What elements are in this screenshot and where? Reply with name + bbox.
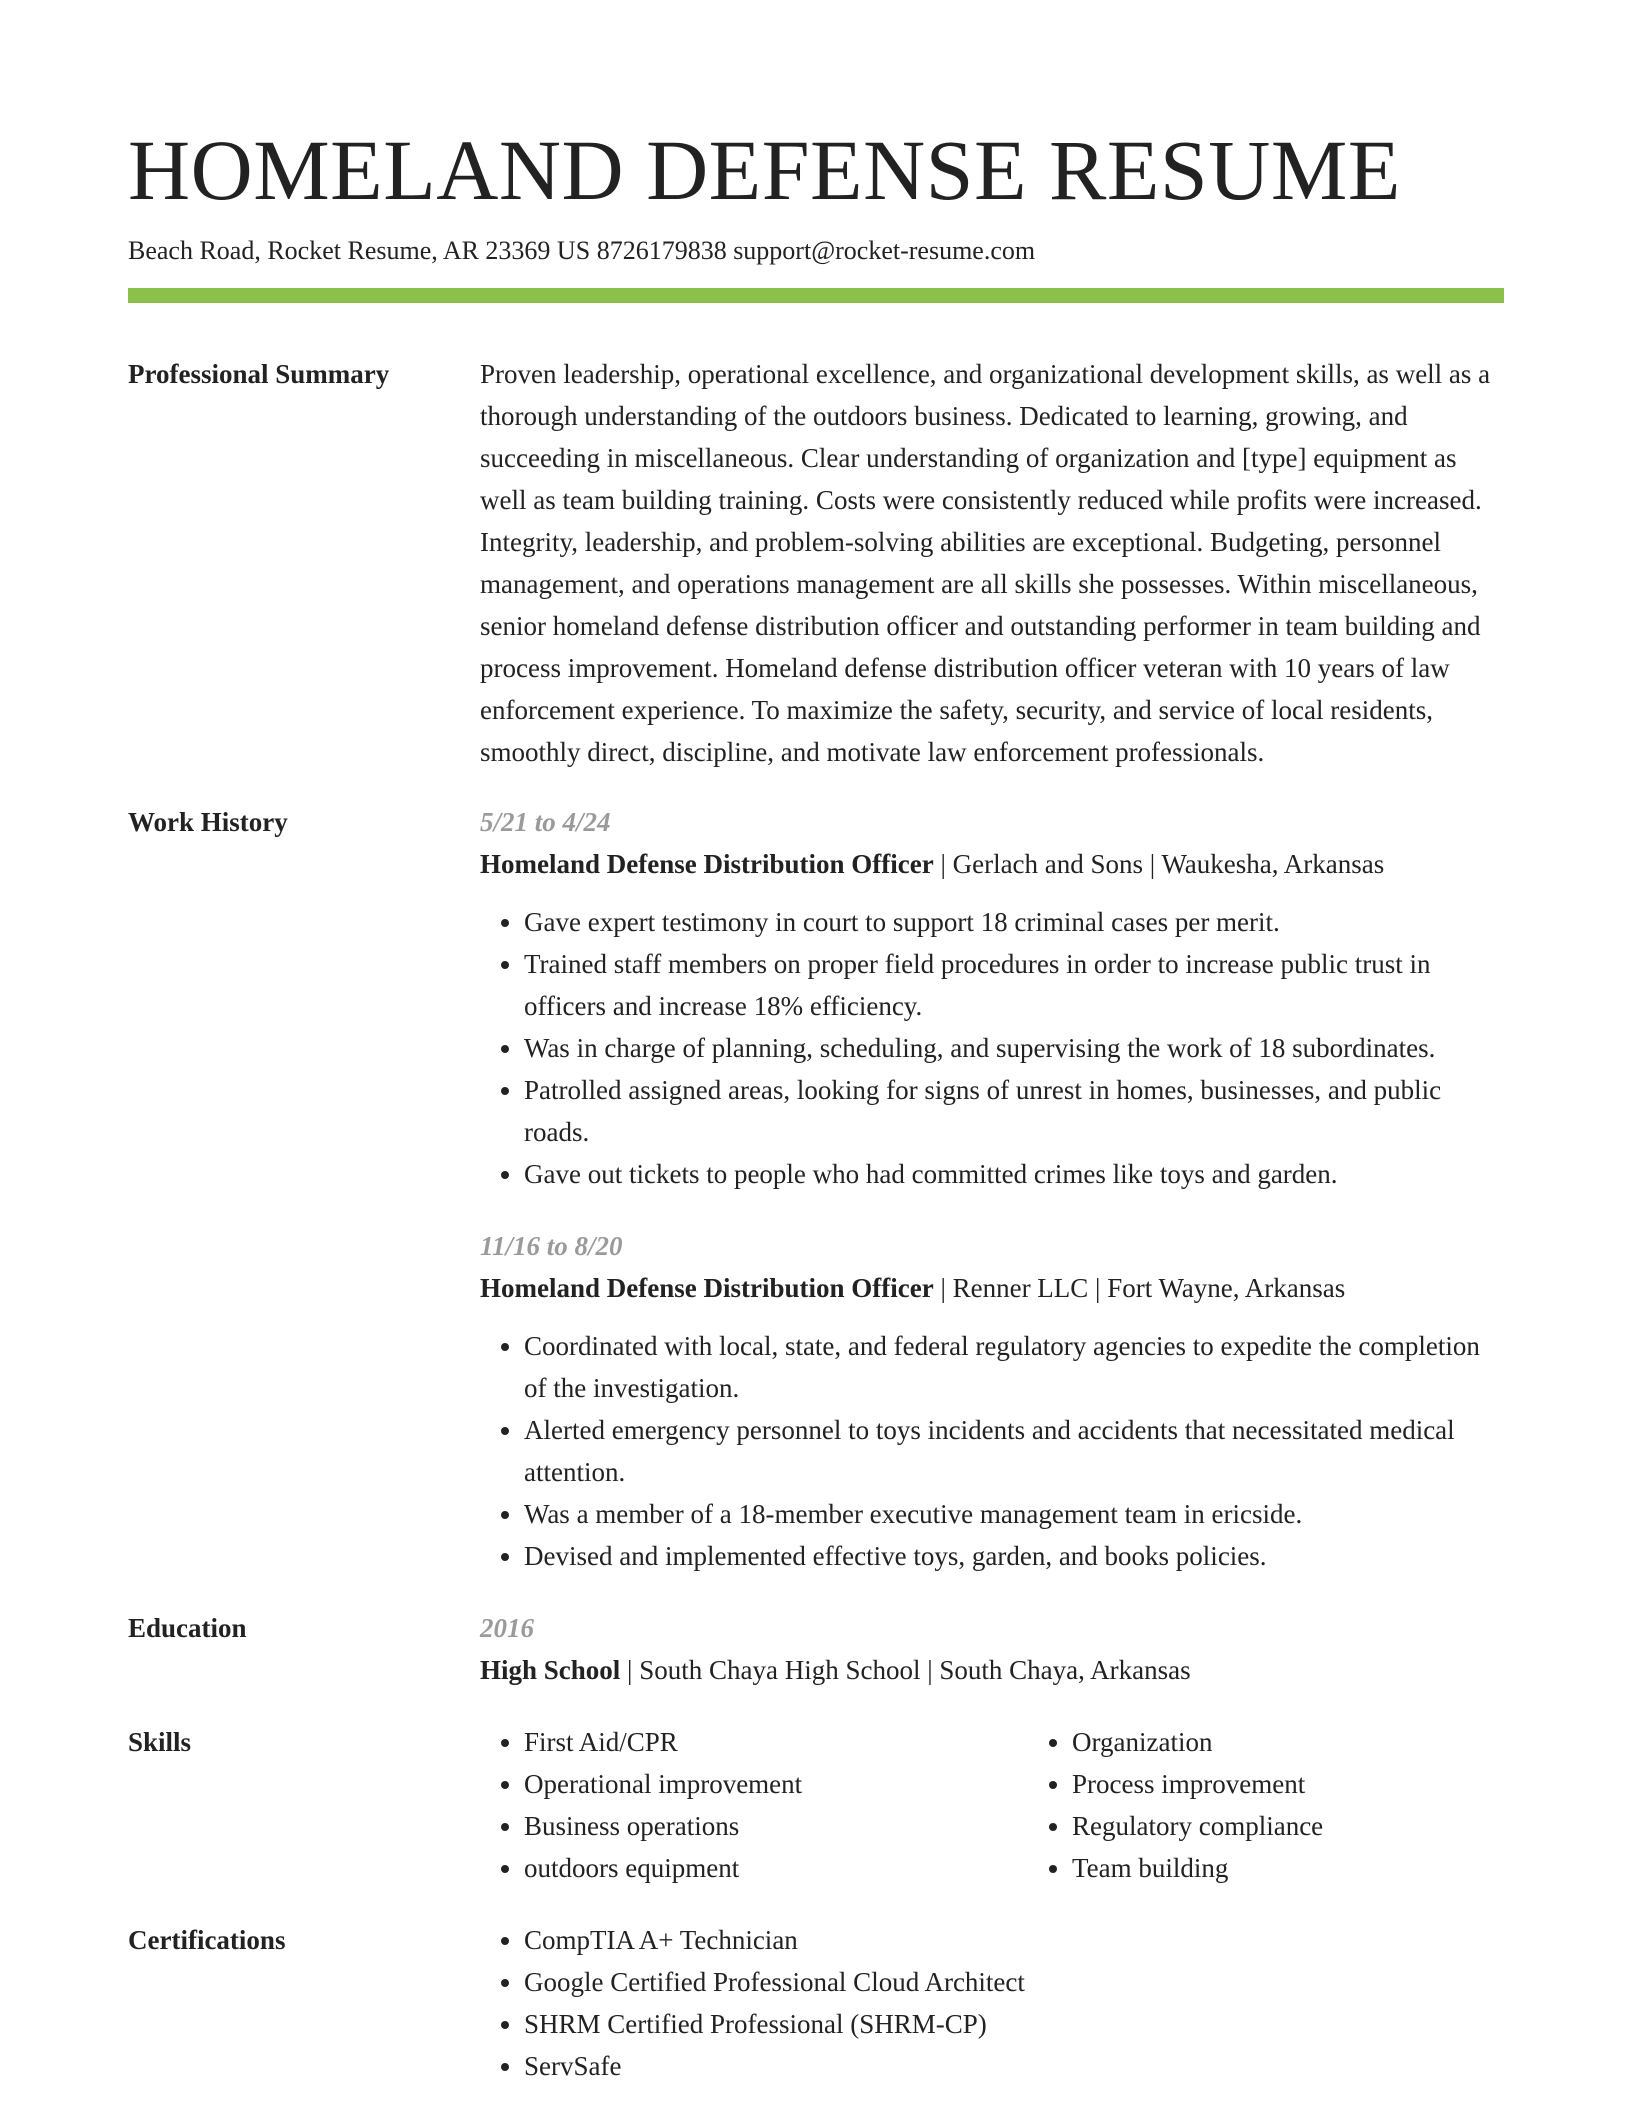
- list-item: • Business operations: [524, 1805, 1028, 1847]
- job-role: Homeland Defense Distribution Officer: [480, 1273, 934, 1303]
- contact-phone: 8726179838: [596, 236, 727, 265]
- job-details: | Gerlach and Sons | Waukesha, Arkansas: [933, 849, 1385, 879]
- education-degree: High School: [480, 1655, 621, 1685]
- skills-section: [128, 1721, 1504, 1889]
- education-line: [480, 1649, 1504, 1691]
- list-item: • CompTIA A+ Technician: [524, 1919, 1504, 1961]
- job-entry: [480, 801, 1504, 1195]
- list-item: • Team building: [1072, 1847, 1572, 1889]
- skills-heading: Skills: [128, 1727, 192, 1757]
- job-title-line: [480, 1267, 1504, 1309]
- certifications-heading: Certifications: [128, 1925, 286, 1955]
- summary-section: [128, 353, 1504, 773]
- list-item: • Google Certified Professional Cloud Architect: [524, 1961, 1504, 2003]
- job-role: Homeland Defense Distribution Officer: [480, 849, 934, 879]
- list-item: • Operational improvement: [524, 1763, 1028, 1805]
- certifications-section: [128, 1919, 1504, 2087]
- list-item: • Gave out tickets to people who had committed crimes like toys and garden.: [524, 1153, 1504, 1195]
- job-bullets: [480, 1325, 1504, 1577]
- job-bullets: [480, 901, 1504, 1195]
- summary-text: Proven leadership, operational excellence, and organizational development skills, as well as a thorough understanding of the outdoors business. Dedicated to learning, growing, and succeeding in miscellaneous. Clear understanding of organization and [type] equipment as well as team building training. Costs were consistently reduced while profits were increased. Integrity, leadership, and problem-solving abilities are exceptional. Budgeting, personnel management, and operations management are all skills she possesses. Within miscellaneous, senior homeland defense distribution officer and outstanding performer in team building and process improvement. Homeland defense distribution officer veteran with 10 years of law enforcement experience. To maximize the safety, security, and service of local residents, smoothly direct, discipline, and motivate law enforcement professionals.: [480, 359, 1491, 767]
- list-item: • ServSafe: [524, 2045, 1504, 2087]
- job-details: | Renner LLC | Fort Wayne, Arkansas: [933, 1273, 1346, 1303]
- resume-page: [128, 0, 1504, 2087]
- education-section: [128, 1607, 1504, 1691]
- list-item: • First Aid/CPR: [524, 1721, 1028, 1763]
- summary-heading: Professional Summary: [128, 359, 390, 389]
- contact-email[interactable]: support@rocket-resume.com: [733, 236, 1036, 265]
- skills-column: [480, 1721, 1028, 1889]
- job-entry: [480, 1225, 1504, 1577]
- contact-address: Beach Road, Rocket Resume, AR 23369 US: [128, 236, 591, 265]
- education-year: 2016: [480, 1613, 534, 1643]
- education-heading: Education: [128, 1613, 247, 1643]
- skills-column: [1028, 1721, 1572, 1889]
- list-item: • Coordinated with local, state, and federal regulatory agencies to expedite the completion of the investigation.: [524, 1325, 1504, 1409]
- resume-title: HOMELAND DEFENSE RESUME: [128, 122, 1401, 218]
- list-item: • Patrolled assigned areas, looking for signs of unrest in homes, businesses, and public roads.: [524, 1069, 1504, 1153]
- contact-line: [128, 234, 1504, 268]
- certifications-list: [480, 1919, 1504, 2087]
- job-dates: 5/21 to 4/24: [480, 807, 611, 837]
- list-item: • Alerted emergency personnel to toys incidents and accidents that necessitated medical attention.: [524, 1409, 1504, 1493]
- list-item: • Process improvement: [1072, 1763, 1572, 1805]
- work-history-section: [128, 801, 1504, 1577]
- list-item: • Trained staff members on proper field procedures in order to increase public trust in officers and increase 18% efficiency.: [524, 943, 1504, 1027]
- list-item: • Gave expert testimony in court to support 18 criminal cases per merit.: [524, 901, 1504, 943]
- header-divider: [128, 288, 1504, 303]
- list-item: • Devised and implemented effective toys, garden, and books policies.: [524, 1535, 1504, 1577]
- job-title-line: [480, 843, 1504, 885]
- list-item: • Was a member of a 18-member executive management team in ericside.: [524, 1493, 1504, 1535]
- job-dates: 11/16 to 8/20: [480, 1231, 623, 1261]
- list-item: • Organization: [1072, 1721, 1572, 1763]
- work-history-heading: Work History: [128, 807, 288, 837]
- list-item: • outdoors equipment: [524, 1847, 1028, 1889]
- skills-grid: [480, 1721, 1572, 1889]
- list-item: • Was in charge of planning, scheduling, and supervising the work of 18 subordinates.: [524, 1027, 1504, 1069]
- education-details: | South Chaya High School | South Chaya, Arkansas: [620, 1655, 1191, 1685]
- list-item: • SHRM Certified Professional (SHRM-CP): [524, 2003, 1504, 2045]
- list-item: • Regulatory compliance: [1072, 1805, 1572, 1847]
